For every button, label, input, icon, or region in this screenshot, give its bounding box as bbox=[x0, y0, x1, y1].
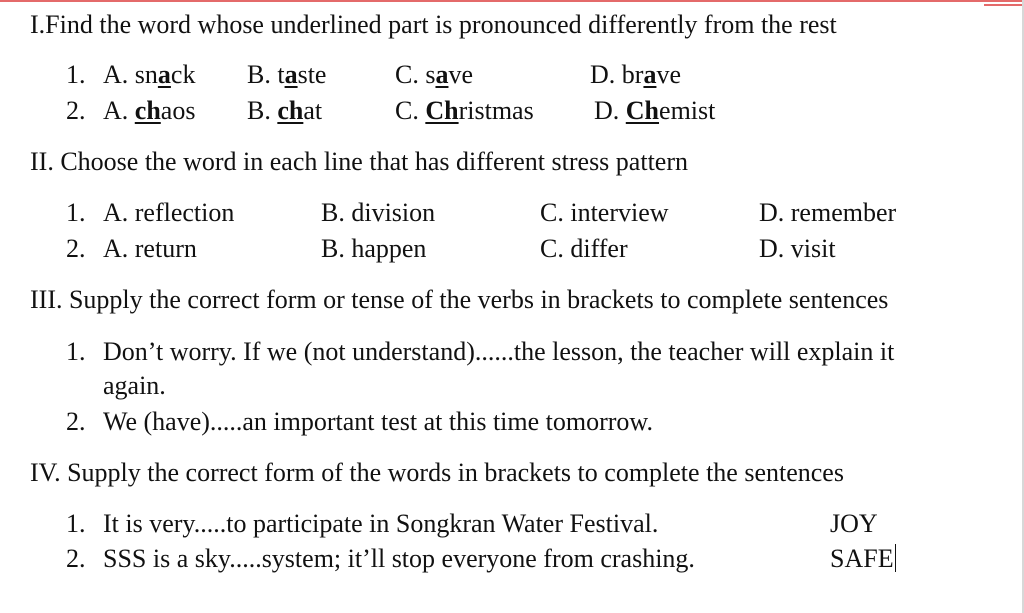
section-4-title: IV. Supply the correct form of the words in brackets to complete the sentences bbox=[30, 458, 844, 487]
s4-q1-word: JOY bbox=[830, 509, 878, 538]
s2-q2-option-c: C. differ bbox=[540, 234, 628, 263]
s4-q2-word: SAFE bbox=[830, 544, 894, 573]
s3-q1-number: 1. bbox=[66, 337, 86, 366]
s2-q2-option-b: B. happen bbox=[321, 234, 427, 263]
s2-q1-option-d: D. remember bbox=[759, 198, 897, 227]
s4-q1-number: 1. bbox=[66, 509, 86, 538]
s1-q1-option-b: B. taste bbox=[247, 60, 327, 89]
s4-q2-text: SSS is a sky.....system; it’ll stop everyone from crashing. bbox=[103, 544, 695, 573]
s4-q2-word-wrap[interactable] bbox=[830, 544, 896, 574]
s1-q1-number: 1. bbox=[66, 60, 86, 89]
top-border bbox=[0, 0, 1024, 2]
s1-q1-option-d: D. brave bbox=[590, 60, 681, 89]
s3-q2-number: 2. bbox=[66, 407, 86, 436]
section-2-title: II. Choose the word in each line that has different stress pattern bbox=[30, 147, 688, 176]
s2-q1-number: 1. bbox=[66, 198, 86, 227]
s3-q1-line1: Don’t worry. If we (not understand)......the lesson, the teacher will explain it bbox=[103, 337, 895, 366]
s2-q2-option-a: A. return bbox=[103, 234, 197, 263]
s2-q1-option-b: B. division bbox=[321, 198, 436, 227]
s1-q1-option-c: C. save bbox=[395, 60, 474, 89]
section-1-title: I.Find the word whose underlined part is pronounced differently from the rest bbox=[30, 10, 837, 39]
s2-q1-option-c: C. interview bbox=[540, 198, 669, 227]
s1-q2-number: 2. bbox=[66, 96, 86, 125]
s3-q2-text: We (have).....an important test at this time tomorrow. bbox=[103, 407, 654, 436]
text-cursor bbox=[895, 544, 896, 572]
s4-q2-number: 2. bbox=[66, 544, 86, 573]
s2-q2-number: 2. bbox=[66, 234, 86, 263]
top-border-accent bbox=[984, 4, 1024, 6]
section-3-title: III. Supply the correct form or tense of the verbs in brackets to complete sentences bbox=[30, 285, 889, 314]
s2-q1-option-a: A. reflection bbox=[103, 198, 235, 227]
s4-q1-text: It is very.....to participate in Songkran Water Festival. bbox=[103, 509, 659, 538]
s1-q2-option-c: C. Christmas bbox=[395, 96, 534, 125]
s3-q1-line2: again. bbox=[103, 371, 166, 400]
s1-q2-option-b: B. chat bbox=[247, 96, 323, 125]
s1-q1-option-a: A. snack bbox=[103, 60, 196, 89]
s2-q2-option-d: D. visit bbox=[759, 234, 836, 263]
s1-q2-option-a: A. chaos bbox=[103, 96, 196, 125]
s1-q2-option-d: D. Chemist bbox=[594, 96, 716, 125]
